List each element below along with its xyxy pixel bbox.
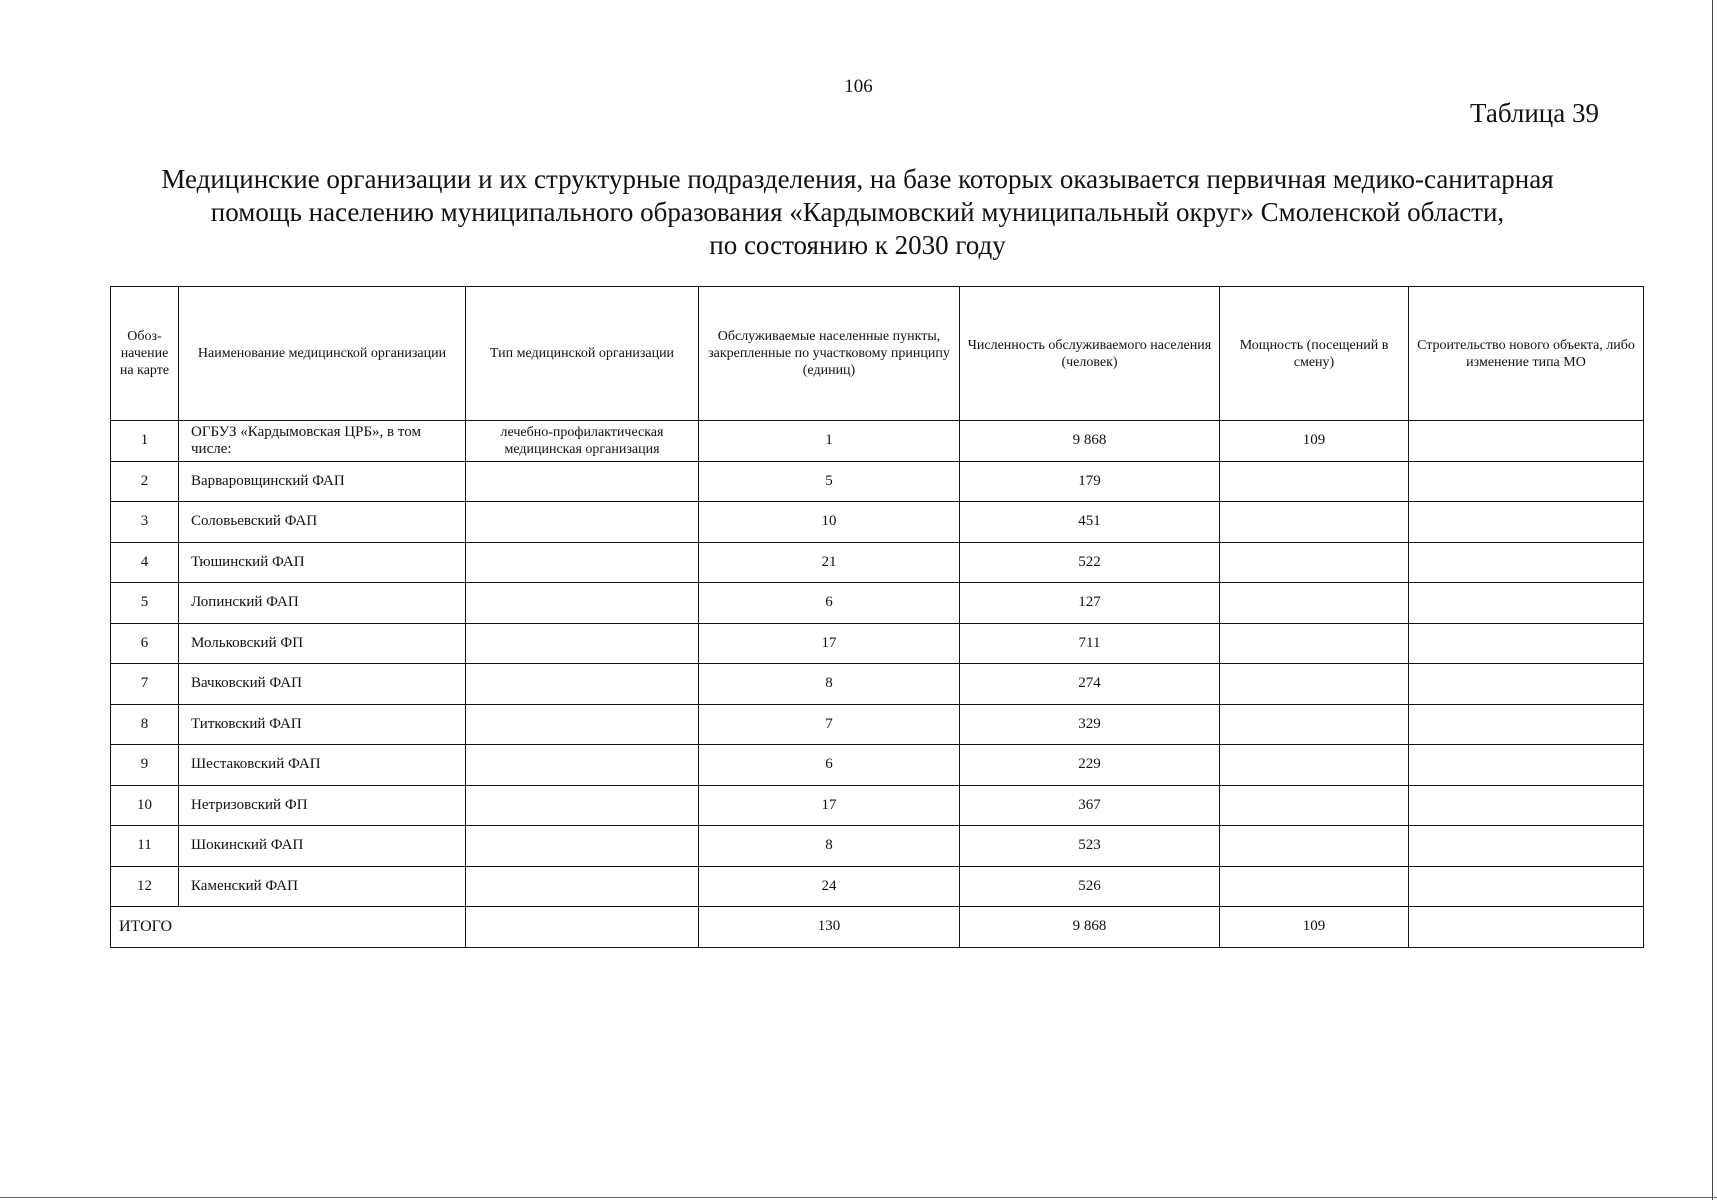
cell-construction: [1409, 461, 1644, 502]
cell-organization-type: [466, 502, 699, 543]
table-row: [111, 866, 1644, 907]
header-organization-name: Наименование медицинской организации: [179, 287, 466, 421]
cell-organization-type: [466, 623, 699, 664]
cell-organization-type: [466, 664, 699, 705]
cell-population: 229: [960, 745, 1220, 786]
table-header-row: [111, 287, 1644, 421]
cell-organization-name: Тюшинский ФАП: [179, 542, 466, 583]
cell-organization-name: Мольковский ФП: [179, 623, 466, 664]
cell-construction: [1409, 664, 1644, 705]
cell-capacity: [1220, 583, 1409, 624]
page-number: 106: [844, 76, 873, 97]
table-row: [111, 745, 1644, 786]
cell-capacity: [1220, 461, 1409, 502]
cell-organization-name: ОГБУЗ «Кардымовская ЦРБ», в том числе:: [179, 421, 466, 462]
cell-map-designation: 10: [111, 785, 179, 826]
cell-construction: [1409, 866, 1644, 907]
medical-organizations-table: [110, 286, 1644, 948]
cell-map-designation: 12: [111, 866, 179, 907]
cell-map-designation: 3: [111, 502, 179, 543]
header-construction: Строительство нового объекта, либо изменение типа МО: [1409, 287, 1644, 421]
cell-capacity: [1220, 542, 1409, 583]
cell-organization-type: лечебно-профилактическая медицинская организация: [466, 421, 699, 462]
header-map-designation: Обоз-начение на карте: [111, 287, 179, 421]
cell-capacity: [1220, 785, 1409, 826]
cell-organization-name: Титковский ФАП: [179, 704, 466, 745]
cell-construction: [1409, 421, 1644, 462]
total-settlements: 130: [699, 907, 960, 948]
cell-organization-name: Лопинский ФАП: [179, 583, 466, 624]
table-row: [111, 542, 1644, 583]
table-row: [111, 826, 1644, 867]
cell-organization-type: [466, 704, 699, 745]
cell-capacity: [1220, 745, 1409, 786]
title-line-1: Медицинские организации и их структурные подразделения, на базе которых оказывается первичная медико-санитарная: [161, 164, 1554, 194]
cell-capacity: [1220, 866, 1409, 907]
title-line-2: помощь населению муниципального образования «Кардымовский муниципальный округ» Смоленской области,: [210, 197, 1505, 227]
table-row: [111, 583, 1644, 624]
table-caption: Таблица 39: [1470, 98, 1599, 128]
cell-settlements: 6: [699, 583, 960, 624]
total-population: 9 868: [960, 907, 1220, 948]
cell-organization-name: Шокинский ФАП: [179, 826, 466, 867]
cell-capacity: 109: [1220, 421, 1409, 462]
header-settlements: Обслуживаемые населенные пункты, закрепленные по участковому принципу (единиц): [699, 287, 960, 421]
cell-map-designation: 5: [111, 583, 179, 624]
cell-settlements: 1: [699, 421, 960, 462]
cell-construction: [1409, 542, 1644, 583]
cell-population: 9 868: [960, 421, 1220, 462]
table-total-row: [111, 907, 1644, 948]
table-row: [111, 502, 1644, 543]
cell-organization-type: [466, 583, 699, 624]
cell-organization-type: [466, 826, 699, 867]
cell-population: 451: [960, 502, 1220, 543]
table-row: [111, 623, 1644, 664]
table-row: [111, 461, 1644, 502]
cell-organization-type: [466, 461, 699, 502]
cell-construction: [1409, 785, 1644, 826]
cell-settlements: 21: [699, 542, 960, 583]
cell-settlements: 8: [699, 664, 960, 705]
cell-settlements: 17: [699, 623, 960, 664]
cell-construction: [1409, 745, 1644, 786]
document-title: [95, 163, 1620, 262]
cell-population: 526: [960, 866, 1220, 907]
cell-organization-name: Вачковский ФАП: [179, 664, 466, 705]
cell-organization-name: Соловьевский ФАП: [179, 502, 466, 543]
scan-edge-right: [1712, 0, 1714, 1200]
cell-population: 367: [960, 785, 1220, 826]
cell-settlements: 17: [699, 785, 960, 826]
cell-map-designation: 8: [111, 704, 179, 745]
cell-organization-type: [466, 745, 699, 786]
total-capacity: 109: [1220, 907, 1409, 948]
cell-capacity: [1220, 826, 1409, 867]
cell-organization-type: [466, 542, 699, 583]
cell-map-designation: 4: [111, 542, 179, 583]
cell-population: 127: [960, 583, 1220, 624]
header-capacity: Мощность (посещений в смену): [1220, 287, 1409, 421]
cell-settlements: 7: [699, 704, 960, 745]
cell-map-designation: 1: [111, 421, 179, 462]
scan-edge-bottom: [0, 1197, 1717, 1199]
cell-population: 711: [960, 623, 1220, 664]
cell-population: 274: [960, 664, 1220, 705]
cell-organization-type: [466, 785, 699, 826]
cell-construction: [1409, 826, 1644, 867]
cell-settlements: 24: [699, 866, 960, 907]
cell-organization-type: [466, 866, 699, 907]
cell-construction: [1409, 704, 1644, 745]
cell-population: 329: [960, 704, 1220, 745]
cell-population: 522: [960, 542, 1220, 583]
cell-organization-name: Нетризовский ФП: [179, 785, 466, 826]
cell-capacity: [1220, 704, 1409, 745]
cell-capacity: [1220, 664, 1409, 705]
cell-construction: [1409, 623, 1644, 664]
cell-capacity: [1220, 623, 1409, 664]
header-population: Численность обслуживаемого населения (человек): [960, 287, 1220, 421]
cell-organization-name: Каменский ФАП: [179, 866, 466, 907]
table-row: [111, 785, 1644, 826]
cell-settlements: 8: [699, 826, 960, 867]
cell-population: 523: [960, 826, 1220, 867]
cell-map-designation: 6: [111, 623, 179, 664]
table-body: [111, 421, 1644, 948]
cell-settlements: 5: [699, 461, 960, 502]
cell-construction: [1409, 583, 1644, 624]
cell-map-designation: 7: [111, 664, 179, 705]
cell-map-designation: 9: [111, 745, 179, 786]
total-type: [466, 907, 699, 948]
cell-organization-name: Варваровщинский ФАП: [179, 461, 466, 502]
total-construction: [1409, 907, 1644, 948]
table-row: [111, 664, 1644, 705]
cell-map-designation: 2: [111, 461, 179, 502]
table-row: [111, 421, 1644, 462]
title-line-3: по состоянию к 2030 году: [709, 230, 1006, 260]
cell-construction: [1409, 502, 1644, 543]
header-organization-type: Тип медицинской организации: [466, 287, 699, 421]
cell-capacity: [1220, 502, 1409, 543]
cell-settlements: 10: [699, 502, 960, 543]
total-label: ИТОГО: [111, 907, 466, 948]
cell-settlements: 6: [699, 745, 960, 786]
cell-population: 179: [960, 461, 1220, 502]
cell-organization-name: Шестаковский ФАП: [179, 745, 466, 786]
table-row: [111, 704, 1644, 745]
cell-map-designation: 11: [111, 826, 179, 867]
